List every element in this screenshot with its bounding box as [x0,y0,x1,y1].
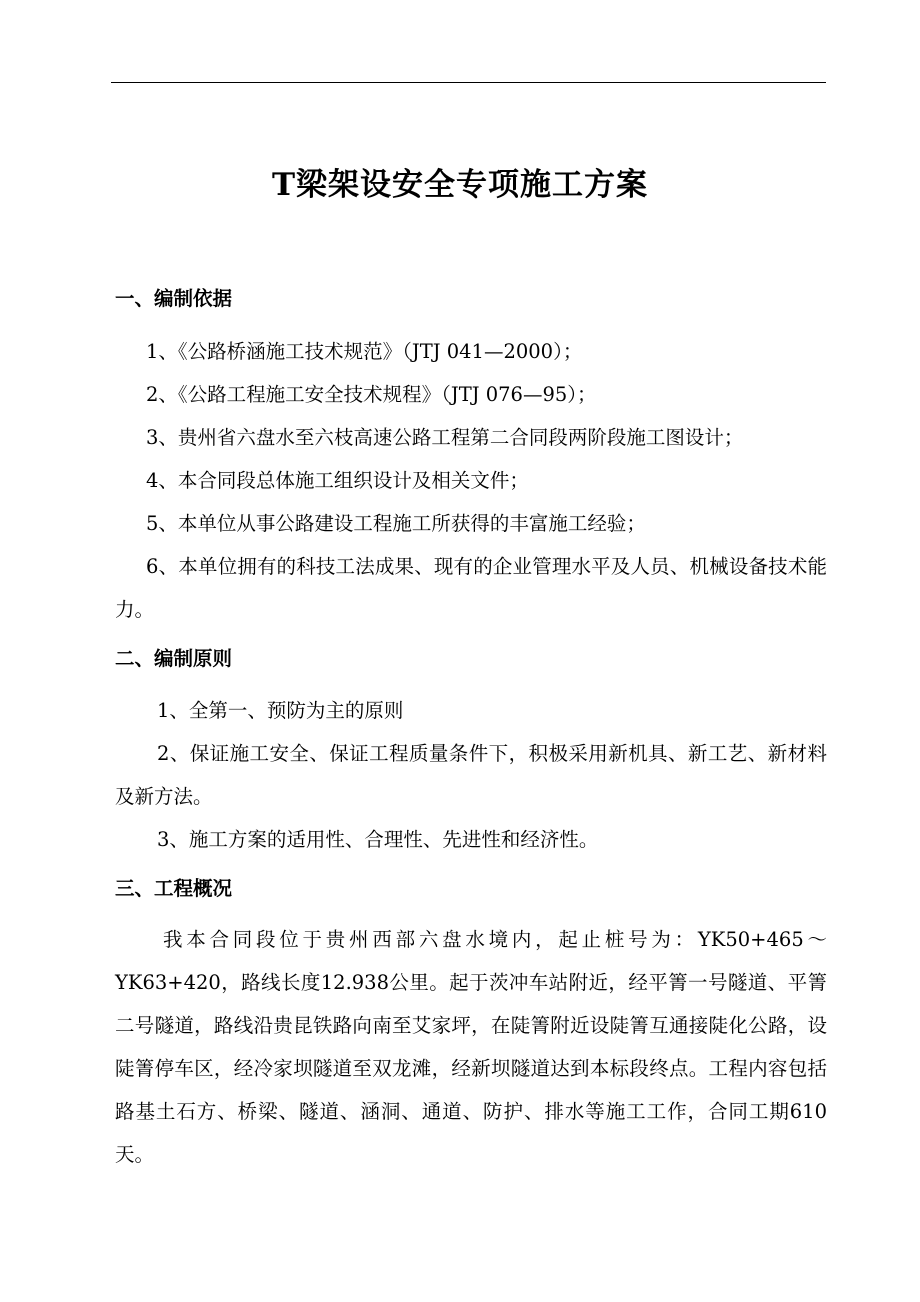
overview-block [115,918,827,1176]
list-item: 3、贵州省六盘水至六枝高速公路工程第二合同段两阶段施工图设计； [146,426,744,449]
header-rule [111,82,826,83]
list-item: 1、《公路桥涵施工技术规范》（JTJ 041—2000）； [146,340,583,363]
document-title: T梁架设安全专项施工方案 [271,167,649,203]
section-heading-principles: 二、编制原则 [115,647,233,670]
list-item: 3、施工方案的适用性、合理性、先进性和经济性。 [157,828,599,851]
section-heading-basis: 一、编制依据 [115,287,233,310]
list-item: 5、本单位从事公路建设工程施工所获得的丰富施工经验； [146,512,646,535]
list-item: 2、保证施工安全、保证工程质量条件下，积极采用新机具、新工艺、新材料及新方法。 [115,742,827,808]
list-item: 1、全第一、预防为主的原则 [157,699,404,722]
section-heading-overview: 三、工程概况 [115,877,233,900]
list-item: 2、《公路工程施工安全技术规程》（JTJ 076—95）； [146,383,597,406]
list-item: 4、本合同段总体施工组织设计及相关文件； [146,469,529,492]
basis-list [115,330,827,631]
list-item: 6、本单位拥有的科技工法成果、现有的企业管理水平及人员、机械设备技术能力。 [115,555,827,621]
principles-list [115,689,827,861]
overview-paragraph: 我本合同段位于贵州西部六盘水境内，起止桩号为：YK50+465～YK63+420，路线长度12.938公里。起于茨冲车站附近，经平箐一号隧道、平箐二号隧道，路线沿贵昆铁路向南至艾家坪，在陡箐附近设陡箐互通接陡化公路，设陡箐停车区，经冷家坝隧道至双龙滩，经新坝隧道达到本标段终点。工程内容包括路基土石方、桥梁、隧道、涵洞、通道、防护、排水等施工工作，合同工期610天。 [115,928,827,1166]
